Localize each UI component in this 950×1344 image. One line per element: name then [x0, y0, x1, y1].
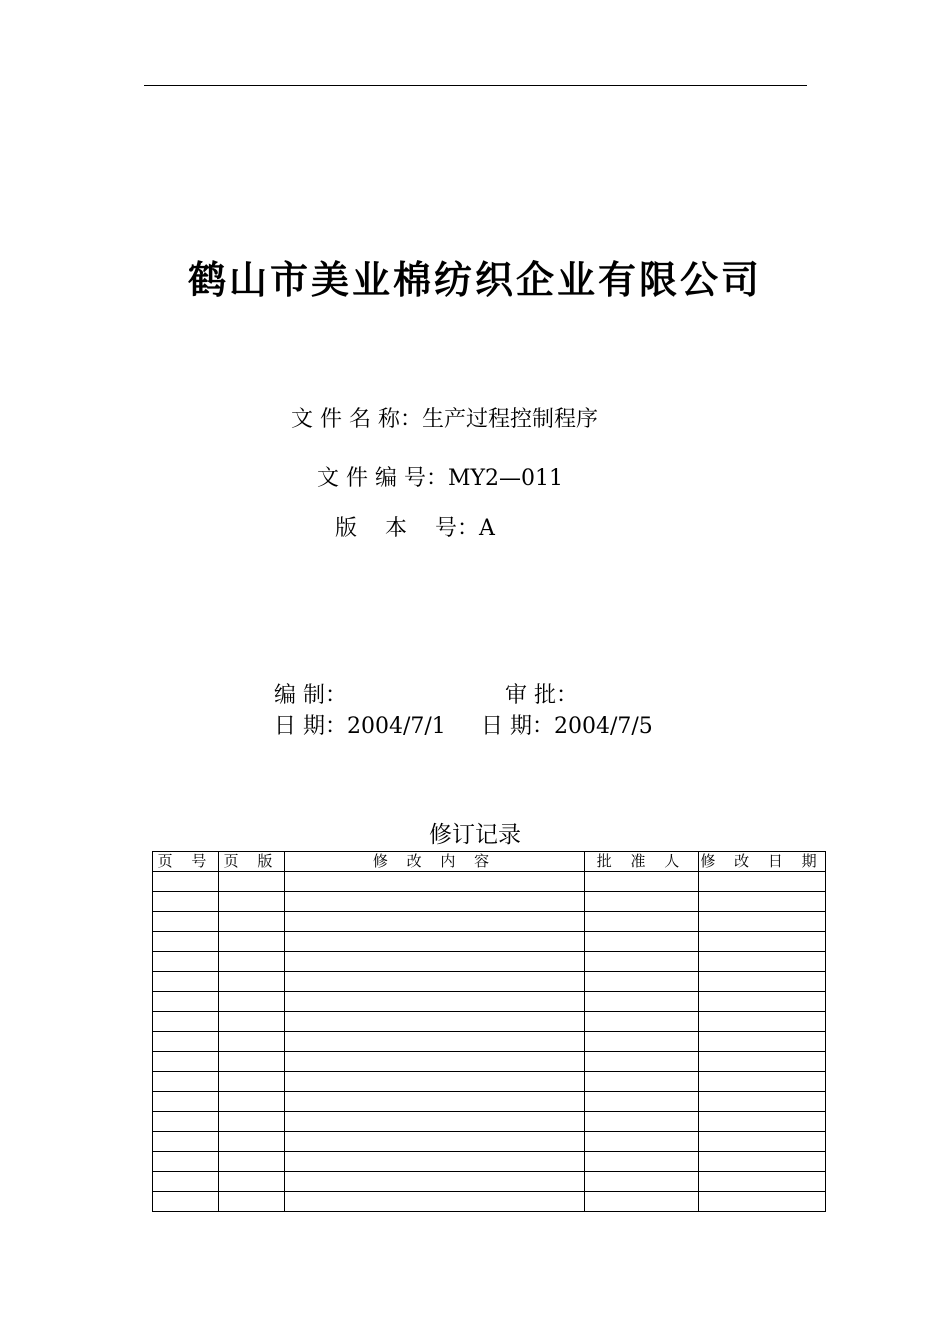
- company-title: 鹤山市美业棉纺织企业有限公司: [187, 257, 762, 302]
- table-cell: [285, 1052, 585, 1072]
- table-cell: [285, 972, 585, 992]
- table-cell: [285, 1012, 585, 1032]
- approved-date-line: [481, 712, 653, 742]
- table-cell: [219, 1012, 285, 1032]
- table-cell: [153, 892, 219, 912]
- table-row: [153, 972, 826, 992]
- table-cell: [585, 1192, 699, 1212]
- table-cell: [585, 1112, 699, 1132]
- table-cell: [585, 1152, 699, 1172]
- table-cell: [585, 1132, 699, 1152]
- table-cell: [699, 892, 826, 912]
- table-cell: [153, 1172, 219, 1192]
- table-cell: [219, 1192, 285, 1212]
- table-cell: [285, 952, 585, 972]
- table-cell: [153, 1052, 219, 1072]
- table-cell: [285, 1072, 585, 1092]
- table-cell: [699, 972, 826, 992]
- table-cell: [699, 1152, 826, 1172]
- table-cell: [219, 1052, 285, 1072]
- table-cell: [219, 912, 285, 932]
- approved-by-label: 审 批：: [505, 683, 578, 708]
- table-cell: [699, 952, 826, 972]
- document-name-line: [291, 405, 598, 435]
- table-cell: [699, 912, 826, 932]
- approved-date-value: 2004/7/5: [554, 714, 653, 739]
- table-row: [153, 1132, 826, 1152]
- table-cell: [153, 952, 219, 972]
- table-cell: [219, 892, 285, 912]
- prepared-by-label: 编 制：: [274, 683, 347, 708]
- table-cell: [585, 872, 699, 892]
- table-cell: [153, 1012, 219, 1032]
- table-cell: [285, 1192, 585, 1212]
- table-cell: [153, 1112, 219, 1132]
- table-cell: [153, 1032, 219, 1052]
- table-cell: [219, 932, 285, 952]
- table-cell: [285, 992, 585, 1012]
- revision-table-header: [153, 852, 826, 872]
- table-row: [153, 1172, 826, 1192]
- prepared-date-line: [274, 712, 446, 742]
- table-cell: [285, 1032, 585, 1052]
- table-cell: [585, 972, 699, 992]
- table-cell: [585, 912, 699, 932]
- document-number-label: 文 件 编 号：: [317, 466, 448, 491]
- document-name-label: 文 件 名 称：: [291, 407, 422, 432]
- table-cell: [285, 1152, 585, 1172]
- approved-date-label: 日 期：: [481, 714, 554, 739]
- table-cell: [585, 1012, 699, 1032]
- table-cell: [153, 1072, 219, 1092]
- table-cell: [585, 1092, 699, 1112]
- table-row: [153, 1092, 826, 1112]
- column-header-change-date: 修 改 日 期: [700, 852, 824, 870]
- table-row: [153, 1012, 826, 1032]
- table-cell: [699, 932, 826, 952]
- table-cell: [699, 1052, 826, 1072]
- table-cell: [153, 872, 219, 892]
- table-cell: [585, 1172, 699, 1192]
- prepared-date-label: 日 期：: [274, 714, 347, 739]
- revision-record-table: [152, 851, 826, 1212]
- table-cell: [585, 1072, 699, 1092]
- table-cell: [699, 1012, 826, 1032]
- table-cell: [219, 1152, 285, 1172]
- table-row: [153, 1052, 826, 1072]
- table-cell: [285, 872, 585, 892]
- table-row: [153, 952, 826, 972]
- version-label: 版 本 号：: [335, 516, 479, 541]
- prepared-date-value: 2004/7/1: [347, 714, 446, 739]
- table-cell: [699, 1132, 826, 1152]
- table-cell: [285, 932, 585, 952]
- column-header-approver: 批 准 人: [585, 852, 699, 872]
- table-cell: [699, 1072, 826, 1092]
- table-row: [153, 912, 826, 932]
- table-cell: [699, 1192, 826, 1212]
- table-cell: [219, 1112, 285, 1132]
- table-row: [153, 1072, 826, 1092]
- version-line: [335, 514, 495, 544]
- table-cell: [153, 1092, 219, 1112]
- table-cell: [219, 952, 285, 972]
- table-row: [153, 1152, 826, 1172]
- table-cell: [699, 1092, 826, 1112]
- table-cell: [699, 872, 826, 892]
- table-cell: [585, 952, 699, 972]
- table-cell: [219, 992, 285, 1012]
- table-cell: [285, 1132, 585, 1152]
- document-number-line: [317, 464, 563, 494]
- table-cell: [285, 1172, 585, 1192]
- revision-record-title: 修订记录: [429, 822, 521, 848]
- table-cell: [585, 1052, 699, 1072]
- table-cell: [219, 1132, 285, 1152]
- document-number-value: MY2—011: [447, 466, 564, 491]
- table-cell: [585, 932, 699, 952]
- table-cell: [153, 972, 219, 992]
- table-cell: [219, 1092, 285, 1112]
- table-cell: [285, 912, 585, 932]
- table-cell: [153, 1192, 219, 1212]
- document-name-value: 生产过程控制程序: [421, 407, 598, 432]
- table-cell: [585, 992, 699, 1012]
- column-header-page-number: 页 号: [153, 852, 219, 872]
- table-row: [153, 892, 826, 912]
- table-row: [153, 932, 826, 952]
- table-cell: [153, 992, 219, 1012]
- table-cell: [219, 972, 285, 992]
- table-cell: [153, 912, 219, 932]
- table-cell: [585, 892, 699, 912]
- table-cell: [699, 992, 826, 1012]
- table-cell: [285, 1092, 585, 1112]
- table-cell: [219, 1172, 285, 1192]
- version-value: A: [478, 516, 495, 541]
- table-cell: [153, 1152, 219, 1172]
- table-cell: [285, 1112, 585, 1132]
- table-cell: [219, 872, 285, 892]
- table-cell: [285, 892, 585, 912]
- table-row: [153, 992, 826, 1012]
- table-cell: [219, 1032, 285, 1052]
- table-cell: [699, 1112, 826, 1132]
- column-header-change-content: 修 改 内 容: [285, 852, 585, 872]
- table-cell: [219, 1072, 285, 1092]
- table-row: [153, 1032, 826, 1052]
- table-row: [153, 872, 826, 892]
- header-rule: [144, 85, 807, 86]
- table-row: [153, 1112, 826, 1132]
- table-cell: [699, 1032, 826, 1052]
- column-header-page-version: 页 版: [219, 852, 285, 872]
- table-cell: [585, 1032, 699, 1052]
- table-cell: [699, 1172, 826, 1192]
- table-cell: [153, 932, 219, 952]
- table-cell: [153, 1132, 219, 1152]
- revision-table-body: [153, 872, 826, 1212]
- table-row: [153, 1192, 826, 1212]
